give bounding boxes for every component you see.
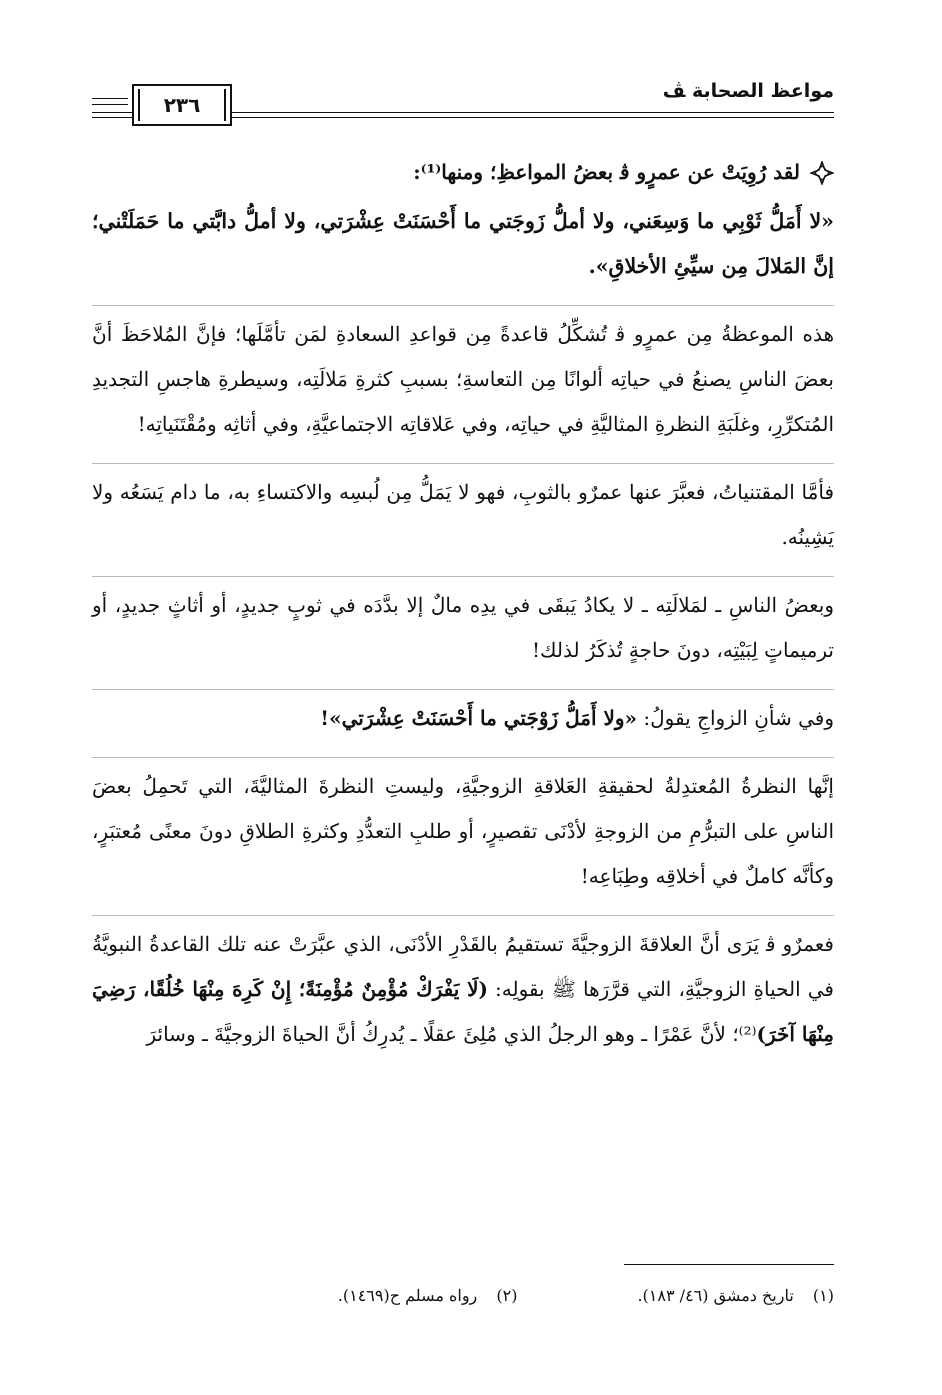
footnotes bbox=[92, 1286, 834, 1305]
page-number: ٢٣٦ bbox=[163, 93, 201, 117]
quote-line-1: «لا أَمَلُّ ثَوْبِي ما وَسِعَني، ولا أملُّ زَوجَتي ما أَحْسَنَتْ عِشْرَتي، ولا أملُّ bbox=[244, 209, 834, 233]
last-para-tail: ⁽²⁾؛ لأنَّ عَمْرًا ـ وهو الرجلُ الذي مُلِئَ عقلًا ـ يُدرِكُ أنَّ الحياةَ الزوجيَّةَ ـ وسائرَ bbox=[146, 1022, 757, 1046]
section-divider bbox=[92, 305, 834, 306]
quote-block bbox=[92, 199, 834, 289]
intro-line bbox=[92, 150, 834, 195]
zawaj-quote: «ولا أَمَلُّ زَوْجَتي ما أَحْسَنَتْ عِشْرَتي»! bbox=[320, 706, 638, 730]
zawaj-lead: وفي شأنِ الزواجِ يقولُ: bbox=[637, 706, 834, 730]
page bbox=[92, 78, 834, 1071]
section-divider bbox=[92, 576, 834, 577]
page-header bbox=[92, 78, 834, 122]
header-dash bbox=[92, 98, 128, 99]
section-divider bbox=[92, 689, 834, 690]
footnote-number: (٢) bbox=[496, 1286, 518, 1305]
paragraph: وبعضُ الناسِ ـ لمَلالَتِه ـ لا يكادُ يَبقَى في يدِه مالٌ إلا بدَّدَه في ثوبٍ جديدٍ، أو أثاثٍ جديدٍ، أو ترميماتٍ لِبَيْتِه، دونَ حاجةٍ تُذكَرُ لذلك! bbox=[92, 593, 834, 662]
page-number-box bbox=[132, 84, 232, 126]
footnote-text: رواه مسلم ح(١٤٦٩). bbox=[337, 1286, 478, 1305]
last-paragraph bbox=[92, 922, 834, 1057]
page-body bbox=[92, 150, 834, 1057]
ornament-star-icon bbox=[810, 161, 834, 185]
section-divider bbox=[92, 757, 834, 758]
footnote-text: تاريخ دمشق (٤٦/ ١٨٣). bbox=[637, 1286, 794, 1305]
section-divider bbox=[92, 463, 834, 464]
footnote-2 bbox=[338, 1286, 518, 1305]
intro-text: لقد رُوِيَتْ عن عمرٍو ﭬ بعضُ المواعظِ؛ ومنها⁽¹⁾: bbox=[413, 160, 800, 184]
footnote-1 bbox=[637, 1286, 834, 1305]
paragraph: إنَّها النظرةُ المُعتدِلةُ لحقيقةِ العَلاقةِ الزوجيَّةِ، وليستِ النظرةَ المثاليَّةَ، التي تَحمِلُ بعضَ الناسِ على التبرُّمِ من الزوجةِ لأدْنَى تقصيرٍ، أو طلبِ التعدُّدِ وكثرةِ الطلاقِ دونَ معنًى مُعتبَرٍ، وكأنَّه كاملٌ في أخلاقِه وطِبَاعِه! bbox=[92, 774, 834, 888]
header-dash bbox=[92, 104, 128, 105]
footnote-number: (١) bbox=[812, 1286, 834, 1305]
quote-line-2: دابَّتي ما حَمَلَتْني؛ إنَّ المَلالَ مِن سيِّئِ الأخلاقِ». bbox=[92, 209, 834, 278]
zawaj-line bbox=[92, 696, 834, 741]
paragraph: هذه الموعظةُ مِن عمرٍو ﭬ تُشكِّلُ قاعدةً مِن قواعدِ السعادةِ لمَن تأمَّلَها؛ فإنَّ المُلاحَظَ أنَّ بعضَ الناسِ يصنعُ في حياتِه ألوانًا مِن التعاسةِ؛ بسببِ كثرةِ مَلالَتِه، وسيطرةِ هاجسِ التجديدِ المُتكرِّرِ، وغلَبَةِ النظرةِ المثاليَّةِ في حياتِه، وفي عَلاقاتِه الاجتماعيَّةِ، وفي أثاثِه ومُقْتَنَياتِه! bbox=[92, 322, 834, 436]
paragraph: فأمَّا المقتنياتُ، فعبَّرَ عنها عمرٌو بالثوبِ، فهو لا يَمَلُّ مِن لُبسِه والاكتساءِ به، ما دام يَسَعُه ولا يَشِينُه. bbox=[92, 480, 834, 549]
last-para-lead: فعمرٌو ﭬ يَرَى أنَّ العلاقةَ الزوجيَّةَ تستقيمُ بالقَدْرِ الأدْنَى، الذي عبَّرَتْ عنه تلك القاعدةُ النبويَّةُ في الحياةِ الزوجيَّةِ، التي قرَّرَها ﷺ بقولِه: bbox=[92, 932, 834, 1001]
section-divider bbox=[92, 915, 834, 916]
running-title: مواعظ الصحابة ﭫ bbox=[662, 80, 834, 102]
hadith-quote: (لَا يَفْرَكْ مُؤْمِنٌ مُؤْمِنَةً؛ إِنْ كَرِهَ مِنْهَا خُلُقًا، رَضِيَ مِنْهَا آخَرَ) bbox=[92, 977, 834, 1046]
